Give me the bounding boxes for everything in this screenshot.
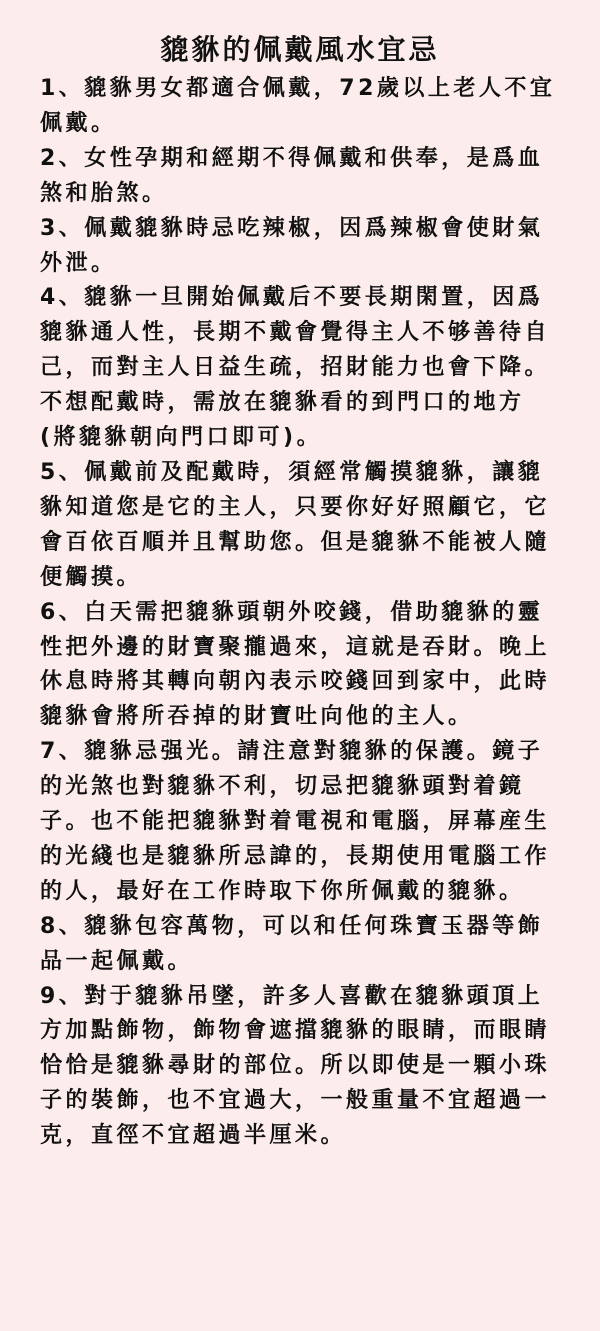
rule-item-7: 7、貔貅忌强光。請注意對貔貅的保護。鏡子的光煞也對貔貅不利，切忌把貔貅頭對着鏡子。也不能把貔貅對着電視和電腦，屏幕産生的光綫也是貔貅所忌諱的，長期使用電腦工作的人，最好在工作時取下你所佩戴的貔貅。	[40, 739, 551, 904]
rule-list	[40, 72, 560, 1154]
rule-item-3: 3、佩戴貔貅時忌吃辣椒，因爲辣椒會使財氣外泄。	[40, 215, 544, 276]
rule-item-2: 2、女性孕期和經期不得佩戴和供奉，是爲血煞和胎煞。	[40, 145, 544, 206]
rule-item-5: 5、佩戴前及配戴時，須經常觸摸貔貅，讓貔貅知道您是它的主人，只要你好好照顧它，它會百依百順并且幫助您。但是貔貅不能被人隨便觸摸。	[40, 459, 551, 590]
rule-item-9: 9、對于貔貅吊墜，許多人喜歡在貔貅頭頂上方加點飾物，飾物會遮擋貔貅的眼睛，而眼睛恰恰是貔貅尋財的部位。所以即使是一顆小珠子的裝飾，也不宜過大，一般重量不宜超過一克，直徑不宜超過半厘米。	[40, 983, 551, 1149]
rule-item-8: 8、貔貅包容萬物，可以和任何珠寶玉器等飾品一起佩戴。	[40, 913, 544, 974]
rule-item-4: 4、貔貅一旦開始佩戴后不要長期閑置，因爲貔貅通人性，長期不戴會覺得主人不够善待自己，而對主人日益生疏，招財能力也會下降。不想配戴時，需放在貔貅看的到門口的地方(將貔貅朝向門口即可)。	[40, 285, 551, 451]
document-title: 貔貅的佩戴風水宜忌	[160, 33, 440, 66]
rule-item-6: 6、白天需把貔貅頭朝外咬錢，借助貔貅的靈性把外邊的財寶聚攏過來，這就是吞財。晚上休息時將其轉向朝內表示咬錢回到家中，此時貔貅會將所吞掉的財寶吐向他的主人。	[40, 599, 551, 730]
rule-item-1: 1、貔貅男女都適合佩戴，72歲以上老人不宜佩戴。	[40, 76, 556, 136]
